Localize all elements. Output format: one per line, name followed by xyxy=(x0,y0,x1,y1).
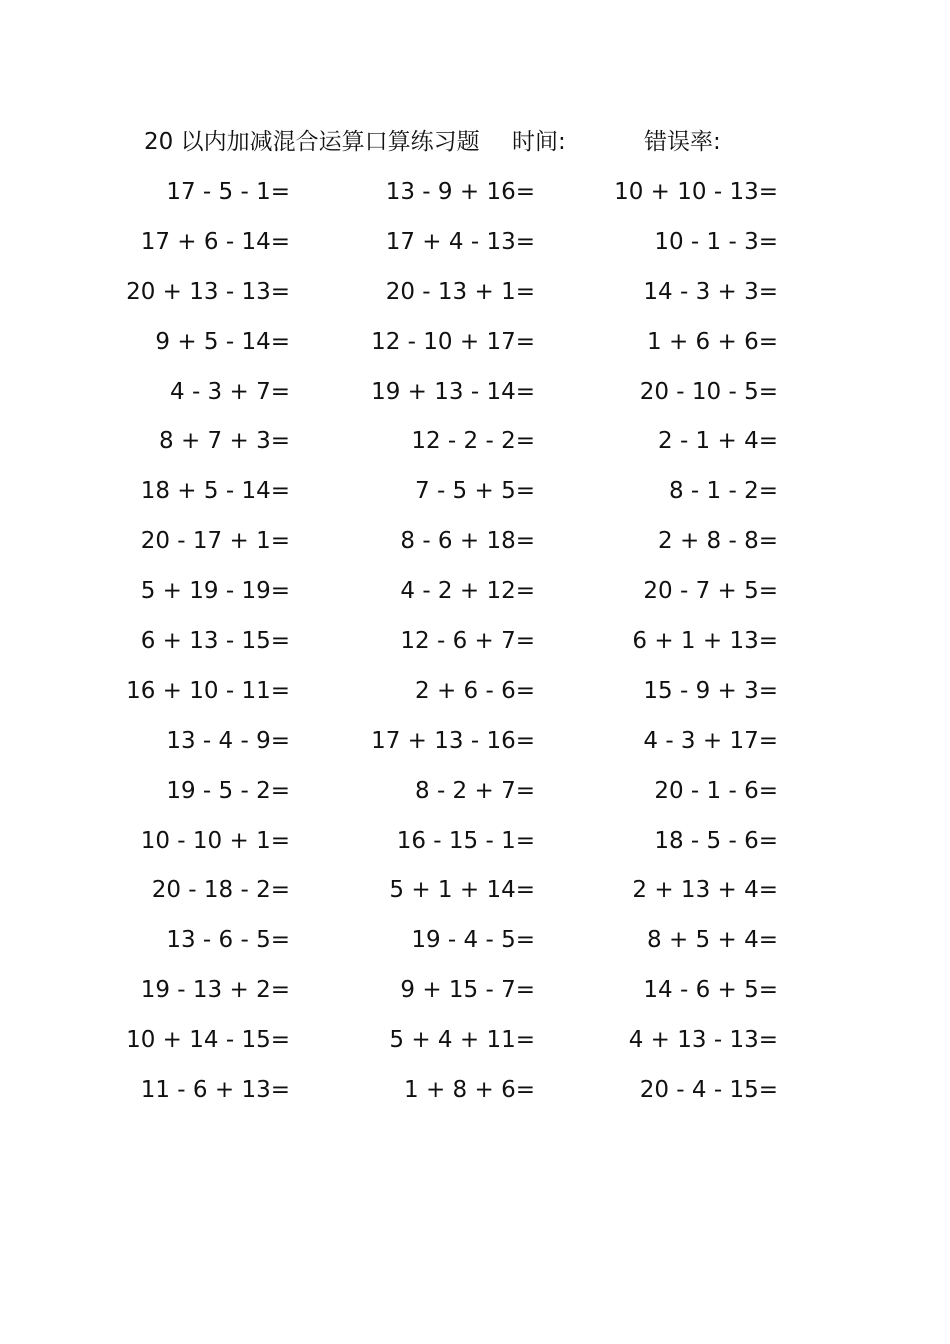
problem-item: 14 - 3 + 3= xyxy=(643,278,778,305)
problem-item: 1 + 6 + 6= xyxy=(647,328,778,355)
problem-item: 6 + 1 + 13= xyxy=(632,628,778,655)
problem-item: 4 + 13 - 13= xyxy=(628,1027,778,1054)
problem-item: 1 + 8 + 6= xyxy=(404,1077,535,1104)
problem-row xyxy=(0,1070,950,1120)
problem-row xyxy=(0,571,950,621)
problem-row xyxy=(0,372,950,422)
problem-item: 4 - 2 + 12= xyxy=(400,578,535,605)
time-label: 时间: xyxy=(512,129,566,155)
problem-item: 12 - 6 + 7= xyxy=(400,628,535,655)
problem-item: 10 - 1 - 3= xyxy=(654,228,778,255)
problem-item: 4 - 3 + 7= xyxy=(170,378,290,405)
problem-row xyxy=(0,721,950,771)
problem-item: 20 - 4 - 15= xyxy=(639,1077,778,1104)
problem-row xyxy=(0,471,950,521)
problem-item: 8 - 2 + 7= xyxy=(415,777,535,804)
problem-item: 17 + 13 - 16= xyxy=(371,727,535,754)
problem-item: 16 + 10 - 11= xyxy=(126,677,290,704)
problem-item: 9 + 15 - 7= xyxy=(400,977,535,1004)
problem-row xyxy=(0,222,950,272)
problem-item: 20 - 17 + 1= xyxy=(140,528,290,555)
problem-item: 19 - 13 + 2= xyxy=(140,977,290,1004)
problem-row xyxy=(0,322,950,372)
problem-item: 6 + 13 - 15= xyxy=(140,628,290,655)
problem-item: 19 - 4 - 5= xyxy=(411,927,535,954)
problem-item: 20 - 18 - 2= xyxy=(151,877,290,904)
problem-item: 13 - 6 - 5= xyxy=(166,927,290,954)
worksheet-header xyxy=(0,124,950,160)
problem-item: 5 + 1 + 14= xyxy=(389,877,535,904)
problem-item: 7 - 5 + 5= xyxy=(415,478,535,505)
problem-item: 10 + 10 - 13= xyxy=(614,179,778,205)
problem-item: 10 - 10 + 1= xyxy=(140,827,290,854)
problem-item: 20 - 10 - 5= xyxy=(639,378,778,405)
problem-row xyxy=(0,771,950,821)
problem-item: 15 - 9 + 3= xyxy=(643,677,778,704)
problem-item: 12 - 10 + 17= xyxy=(371,328,535,355)
problem-item: 17 + 4 - 13= xyxy=(385,228,535,255)
problem-item: 14 - 6 + 5= xyxy=(643,977,778,1004)
problem-row xyxy=(0,1020,950,1070)
error-rate-label: 错误率: xyxy=(644,129,721,155)
problem-item: 8 - 6 + 18= xyxy=(400,528,535,555)
problem-row xyxy=(0,970,950,1020)
problem-item: 16 - 15 - 1= xyxy=(396,827,535,854)
problem-row xyxy=(0,272,950,322)
problem-item: 4 - 3 + 17= xyxy=(643,727,778,754)
worksheet-title: 20 以内加减混合运算口算练习题 xyxy=(144,129,480,155)
problem-item: 5 + 4 + 11= xyxy=(389,1027,535,1054)
problem-item: 11 - 6 + 13= xyxy=(140,1077,290,1104)
problem-row xyxy=(0,521,950,571)
problem-item: 17 - 5 - 1= xyxy=(166,179,290,205)
problem-item: 19 - 5 - 2= xyxy=(166,777,290,804)
problem-item: 13 - 9 + 16= xyxy=(385,179,535,205)
problem-item: 10 + 14 - 15= xyxy=(126,1027,290,1054)
problem-item: 5 + 19 - 19= xyxy=(140,578,290,605)
problem-item: 2 + 6 - 6= xyxy=(415,677,535,704)
problem-item: 2 + 8 - 8= xyxy=(658,528,778,555)
problem-item: 19 + 13 - 14= xyxy=(371,378,535,405)
problem-item: 13 - 4 - 9= xyxy=(166,727,290,754)
problem-row xyxy=(0,421,950,471)
problem-item: 9 + 5 - 14= xyxy=(155,328,290,355)
problem-item: 8 + 5 + 4= xyxy=(647,927,778,954)
problem-item: 8 - 1 - 2= xyxy=(668,478,778,505)
problem-item: 17 + 6 - 14= xyxy=(140,228,290,255)
problem-row xyxy=(0,671,950,721)
problem-item: 2 + 13 + 4= xyxy=(632,877,778,904)
problem-item: 20 - 1 - 6= xyxy=(654,777,778,804)
problem-row xyxy=(0,870,950,920)
problem-item: 18 - 5 - 6= xyxy=(654,827,778,854)
problem-item: 20 - 13 + 1= xyxy=(385,278,535,305)
problem-item: 12 - 2 - 2= xyxy=(411,428,535,455)
problem-item: 8 + 7 + 3= xyxy=(159,428,290,455)
problem-item: 2 - 1 + 4= xyxy=(658,428,778,455)
problem-item: 20 - 7 + 5= xyxy=(643,578,778,605)
problem-row xyxy=(0,920,950,970)
problem-item: 18 + 5 - 14= xyxy=(140,478,290,505)
problem-item: 20 + 13 - 13= xyxy=(126,278,290,305)
problem-row xyxy=(0,172,950,222)
problem-grid xyxy=(0,172,950,1120)
problem-row xyxy=(0,821,950,871)
problem-row xyxy=(0,621,950,671)
